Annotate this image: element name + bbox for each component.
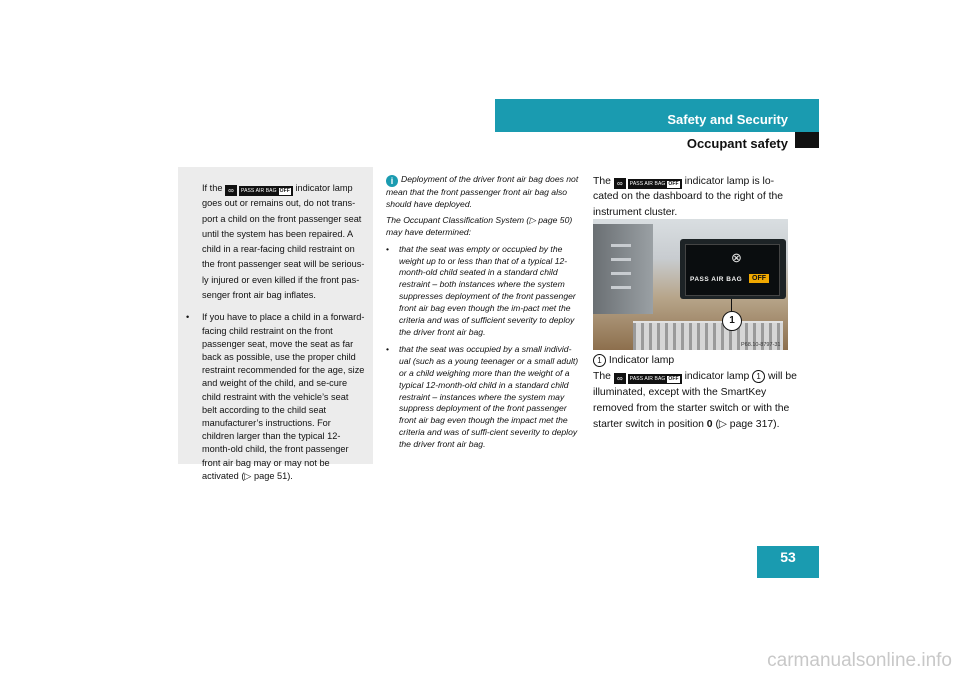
- warning-box: [178, 167, 373, 481]
- seat-icon: ∞: [614, 178, 626, 189]
- pass-air-bag-off-lamp-icon: ∞ PASS AIR BAG OFF: [614, 373, 682, 384]
- seat-occupancy-icon: ⊗: [731, 250, 742, 265]
- lamp-description: [593, 353, 798, 433]
- callout-ref-number: 1: [752, 370, 765, 383]
- watermark: carmanualsonline.info: [767, 650, 952, 671]
- caption-number: 1: [593, 354, 606, 367]
- info-bullet-2: • that the seat was occupied by a small individ-ual (such as a young teenager or a small adult) or a child weighing more than the weight of a typical 12-month-old child in a standard child restraint – instances where the system may suppress deployment of the front passenger front air bag even though the impact met the criteria and was of suffi-cient severity to deploy the driver front air bag.: [386, 343, 579, 450]
- photo-reference: P68.10-8797-31: [741, 342, 781, 348]
- pass-air-bag-off-lamp-icon: ∞ PASS AIR BAG OFF: [614, 178, 682, 189]
- ocs-paragraph: The Occupant Classification System (▷ page 50) may have determined:: [386, 214, 573, 237]
- info-icon: i: [386, 175, 398, 187]
- info-bullet-1: • that the seat was empty or occupied by the weight up to or less than that of a typical 12-month-old child seated in a standard child restraint – both instances where the system suppresses deployment of the front passenger front air bag even though the im-pact met the criteria and was of sufficient severity to deploy the driver front air bag.: [386, 243, 576, 337]
- lamp-body-paragraph: The ∞ PASS AIR BAG OFF indicator lamp 1 will be illuminated, except with the SmartKey removed from the starter switch or with the starter switch in position 0 (▷ page 317).: [593, 371, 797, 430]
- dashboard-photo: [593, 219, 788, 350]
- page-number: 53: [757, 546, 819, 578]
- info-note: [386, 174, 581, 451]
- subsection-title: Occupant safety: [686, 136, 788, 151]
- bullet-dot-icon: •: [386, 243, 390, 254]
- section-title: Safety and Security: [667, 112, 788, 127]
- seat-icon: ∞: [614, 373, 626, 384]
- display-off-badge: OFF: [749, 274, 769, 283]
- warning-paragraph: If the ∞ PASS AIR BAG OFF indicator lamp goes out or remains out, do not trans-port a child on the front passenger seat until the system has been repaired. A child in a rear-facing child restraint on the front passenger seat will be serious-ly injured or even killed if the front pas-senger front air bag inflates.: [202, 183, 365, 301]
- seat-icon: ∞: [225, 185, 237, 196]
- bullet-dot-icon: •: [186, 312, 190, 323]
- warning-bullet: • If you have to place a child in a forward-facing child restraint on the front passenger seat, move the seat as far back as possible, use the proper child restraint recommended for the age, size and weight of the child, and se-cure child restraint with the vehicle’s seat belt according to the child seat manufacturer’s instructions. For children larger than the typical 12-month-old child, the front passenger front air bag may or may not be activated (▷ page 51).: [186, 312, 365, 481]
- instrument-cluster: [593, 224, 653, 314]
- header-marker: [795, 132, 819, 148]
- display-label: PASS AIR BAG: [690, 276, 743, 283]
- bullet-dot-icon: •: [386, 343, 390, 354]
- callout-number: 1: [722, 311, 742, 331]
- lamp-location-text: The ∞ PASS AIR BAG OFF indicator lamp is lo-cated on the dashboard to the right of the instrument cluster.: [593, 176, 784, 218]
- info-paragraph: i Deployment of the driver front air bag does not mean that the front passenger front air bag also should have deployed.: [386, 174, 579, 209]
- pass-air-bag-off-lamp-icon: ∞ PASS AIR BAG OFF: [225, 185, 293, 196]
- photo-caption: 1 Indicator lamp: [593, 353, 798, 369]
